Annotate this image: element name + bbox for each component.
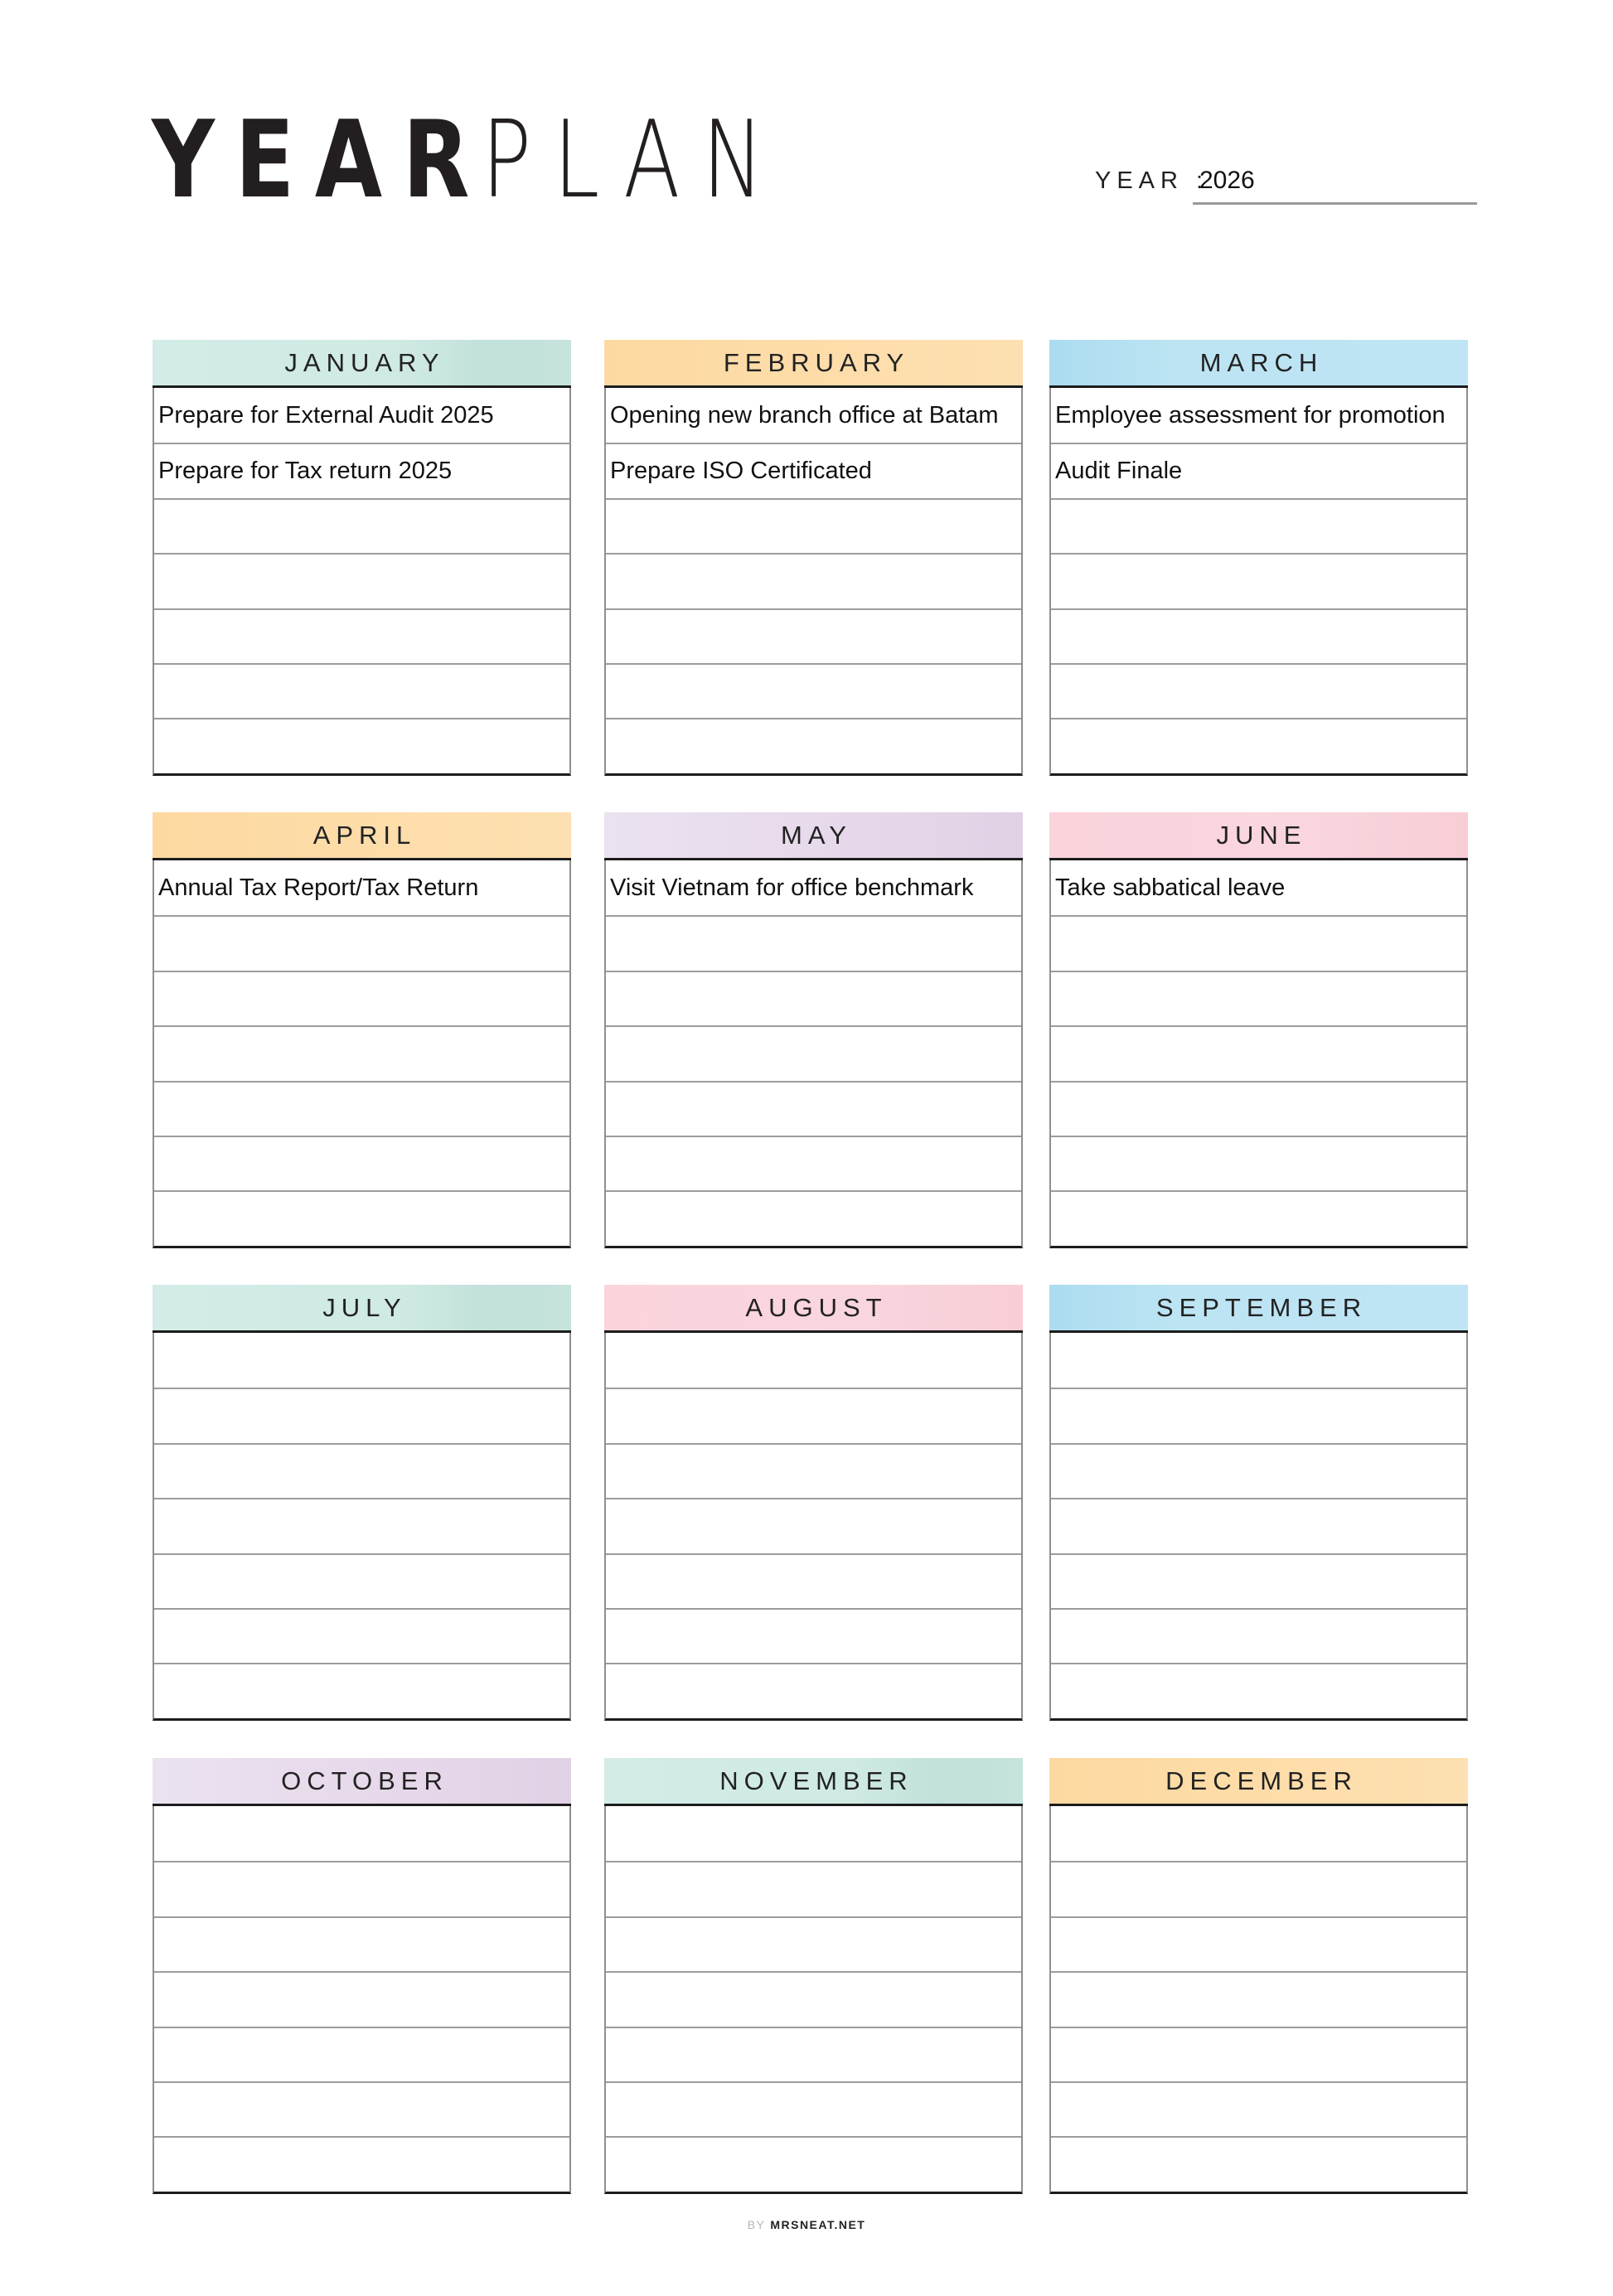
plan-row[interactable] bbox=[606, 608, 1021, 663]
year-field[interactable] bbox=[1095, 166, 1460, 207]
month-block-october bbox=[153, 1758, 571, 2194]
month-header: JUNE bbox=[1049, 812, 1468, 860]
plan-row[interactable] bbox=[1051, 2081, 1466, 2136]
month-header: OCTOBER bbox=[153, 1758, 571, 1806]
plan-row[interactable] bbox=[154, 1916, 569, 1971]
plan-row[interactable] bbox=[154, 1443, 569, 1498]
plan-row[interactable] bbox=[1051, 553, 1466, 608]
plan-row[interactable] bbox=[1051, 1861, 1466, 1916]
footer-brand: MRSNEAT.NET bbox=[770, 2218, 866, 2231]
plan-row[interactable]: Audit Finale bbox=[1051, 443, 1466, 497]
plan-row[interactable] bbox=[1051, 1025, 1466, 1080]
footer-by: BY bbox=[747, 2218, 766, 2231]
plan-row[interactable] bbox=[1051, 2136, 1466, 2191]
plan-row[interactable] bbox=[154, 498, 569, 553]
plan-row[interactable] bbox=[1051, 608, 1466, 663]
plan-row[interactable]: Take sabbatical leave bbox=[1055, 874, 1286, 901]
plan-row[interactable]: Prepare for Tax return 2025 bbox=[154, 443, 569, 497]
footer-credit bbox=[0, 2218, 1613, 2231]
month-header: NOVEMBER bbox=[604, 1758, 1023, 1806]
plan-row[interactable] bbox=[154, 608, 569, 663]
plan-row[interactable] bbox=[1051, 718, 1466, 773]
month-rows bbox=[153, 1806, 571, 2194]
year-value[interactable]: 2026 bbox=[1199, 167, 1255, 194]
month-block-december bbox=[1049, 1758, 1468, 2194]
plan-row[interactable] bbox=[154, 915, 569, 970]
plan-row[interactable] bbox=[606, 1025, 1021, 1080]
plan-row[interactable] bbox=[1051, 1443, 1466, 1498]
plan-row[interactable] bbox=[1051, 915, 1466, 970]
title-plan: PLAN bbox=[482, 99, 787, 222]
plan-row[interactable] bbox=[1051, 1663, 1466, 1717]
plan-row[interactable] bbox=[154, 1081, 569, 1136]
month-rows bbox=[1049, 388, 1468, 776]
plan-row[interactable] bbox=[154, 663, 569, 718]
plan-row[interactable] bbox=[1051, 1806, 1466, 1861]
plan-row[interactable] bbox=[1051, 971, 1466, 1025]
plan-row[interactable] bbox=[154, 2136, 569, 2191]
plan-row[interactable] bbox=[606, 1663, 1021, 1717]
plan-row[interactable] bbox=[154, 1498, 569, 1552]
month-header: FEBRUARY bbox=[604, 340, 1023, 388]
plan-row[interactable] bbox=[606, 1443, 1021, 1498]
plan-row[interactable] bbox=[154, 1136, 569, 1190]
plan-row[interactable] bbox=[1051, 1916, 1466, 1971]
plan-row[interactable] bbox=[1051, 1498, 1466, 1552]
plan-row[interactable] bbox=[154, 1861, 569, 1916]
plan-row[interactable] bbox=[1051, 1553, 1466, 1608]
plan-row[interactable] bbox=[1051, 1608, 1466, 1663]
plan-row[interactable] bbox=[154, 2081, 569, 2136]
plan-row[interactable]: Prepare ISO Certificated bbox=[606, 443, 1021, 497]
plan-row[interactable] bbox=[606, 1081, 1021, 1136]
year-underline bbox=[1193, 202, 1477, 205]
plan-row[interactable] bbox=[606, 1136, 1021, 1190]
plan-row[interactable] bbox=[606, 915, 1021, 970]
plan-row[interactable] bbox=[1051, 498, 1466, 553]
month-header: SEPTEMBER bbox=[1049, 1285, 1468, 1333]
plan-row[interactable] bbox=[154, 1663, 569, 1717]
month-block-july bbox=[153, 1285, 571, 1721]
plan-row[interactable] bbox=[606, 1861, 1021, 1916]
month-block-march bbox=[1049, 340, 1468, 776]
month-block-august bbox=[604, 1285, 1023, 1721]
plan-row[interactable] bbox=[606, 2081, 1021, 2136]
plan-row[interactable] bbox=[154, 1388, 569, 1442]
month-rows bbox=[1049, 1333, 1468, 1721]
month-rows bbox=[604, 388, 1023, 776]
month-header: MAY bbox=[604, 812, 1023, 860]
plan-row[interactable] bbox=[606, 1553, 1021, 1608]
plan-row[interactable] bbox=[154, 1190, 569, 1245]
plan-row[interactable] bbox=[154, 1806, 569, 1861]
plan-row[interactable] bbox=[154, 1553, 569, 1608]
plan-row[interactable] bbox=[606, 1806, 1021, 1861]
plan-row[interactable] bbox=[1051, 663, 1466, 718]
plan-row[interactable]: Prepare for External Audit 2025 bbox=[158, 401, 494, 429]
plan-row[interactable] bbox=[606, 2136, 1021, 2191]
month-rows bbox=[604, 1806, 1023, 2194]
month-rows bbox=[1049, 860, 1468, 1248]
plan-row[interactable] bbox=[1051, 1971, 1466, 2026]
month-block-september bbox=[1049, 1285, 1468, 1721]
plan-row[interactable] bbox=[154, 1608, 569, 1663]
month-rows bbox=[604, 1333, 1023, 1721]
month-header: MARCH bbox=[1049, 340, 1468, 388]
month-header: JANUARY bbox=[153, 340, 571, 388]
plan-row[interactable] bbox=[606, 718, 1021, 773]
plan-row[interactable] bbox=[606, 1388, 1021, 1442]
plan-row[interactable] bbox=[606, 553, 1021, 608]
month-header: DECEMBER bbox=[1049, 1758, 1468, 1806]
plan-row[interactable]: Visit Vietnam for office benchmark bbox=[610, 874, 974, 901]
plan-row[interactable]: Annual Tax Report/Tax Return bbox=[158, 874, 479, 901]
month-header: APRIL bbox=[153, 812, 571, 860]
plan-row[interactable] bbox=[154, 1025, 569, 1080]
plan-row[interactable]: Employee assessment for promotion bbox=[1055, 401, 1446, 429]
year-label: YEAR : bbox=[1095, 167, 1209, 194]
plan-row[interactable]: Opening new branch office at Batam bbox=[610, 401, 999, 429]
month-rows bbox=[153, 860, 571, 1248]
plan-row[interactable] bbox=[154, 971, 569, 1025]
month-block-june bbox=[1049, 812, 1468, 1248]
month-block-may bbox=[604, 812, 1023, 1248]
plan-row[interactable] bbox=[606, 1916, 1021, 1971]
plan-row[interactable] bbox=[606, 1971, 1021, 2026]
month-rows bbox=[153, 1333, 571, 1721]
plan-row[interactable] bbox=[154, 2027, 569, 2081]
title-year: YEAR bbox=[152, 99, 491, 222]
plan-row[interactable] bbox=[606, 1190, 1021, 1245]
month-header: JULY bbox=[153, 1285, 571, 1333]
plan-row[interactable] bbox=[1051, 1190, 1466, 1245]
plan-row[interactable] bbox=[606, 1608, 1021, 1663]
plan-row[interactable] bbox=[606, 971, 1021, 1025]
plan-row[interactable] bbox=[606, 663, 1021, 718]
plan-row[interactable] bbox=[1051, 2027, 1466, 2081]
plan-row[interactable] bbox=[1051, 1388, 1466, 1442]
plan-row[interactable] bbox=[154, 553, 569, 608]
month-block-january bbox=[153, 340, 571, 776]
plan-row[interactable] bbox=[154, 718, 569, 773]
month-block-february bbox=[604, 340, 1023, 776]
plan-row[interactable] bbox=[1051, 1081, 1466, 1136]
plan-row[interactable] bbox=[1051, 1333, 1466, 1388]
month-block-april bbox=[153, 812, 571, 1248]
month-block-november bbox=[604, 1758, 1023, 2194]
plan-row[interactable] bbox=[606, 498, 1021, 553]
month-rows bbox=[1049, 1806, 1468, 2194]
plan-row[interactable] bbox=[606, 1333, 1021, 1388]
plan-row[interactable] bbox=[606, 1498, 1021, 1552]
plan-row[interactable] bbox=[154, 1971, 569, 2026]
month-header: AUGUST bbox=[604, 1285, 1023, 1333]
month-rows bbox=[153, 388, 571, 776]
month-rows bbox=[604, 860, 1023, 1248]
plan-row[interactable] bbox=[1051, 1136, 1466, 1190]
plan-row[interactable] bbox=[154, 1333, 569, 1388]
plan-row[interactable] bbox=[606, 2027, 1021, 2081]
